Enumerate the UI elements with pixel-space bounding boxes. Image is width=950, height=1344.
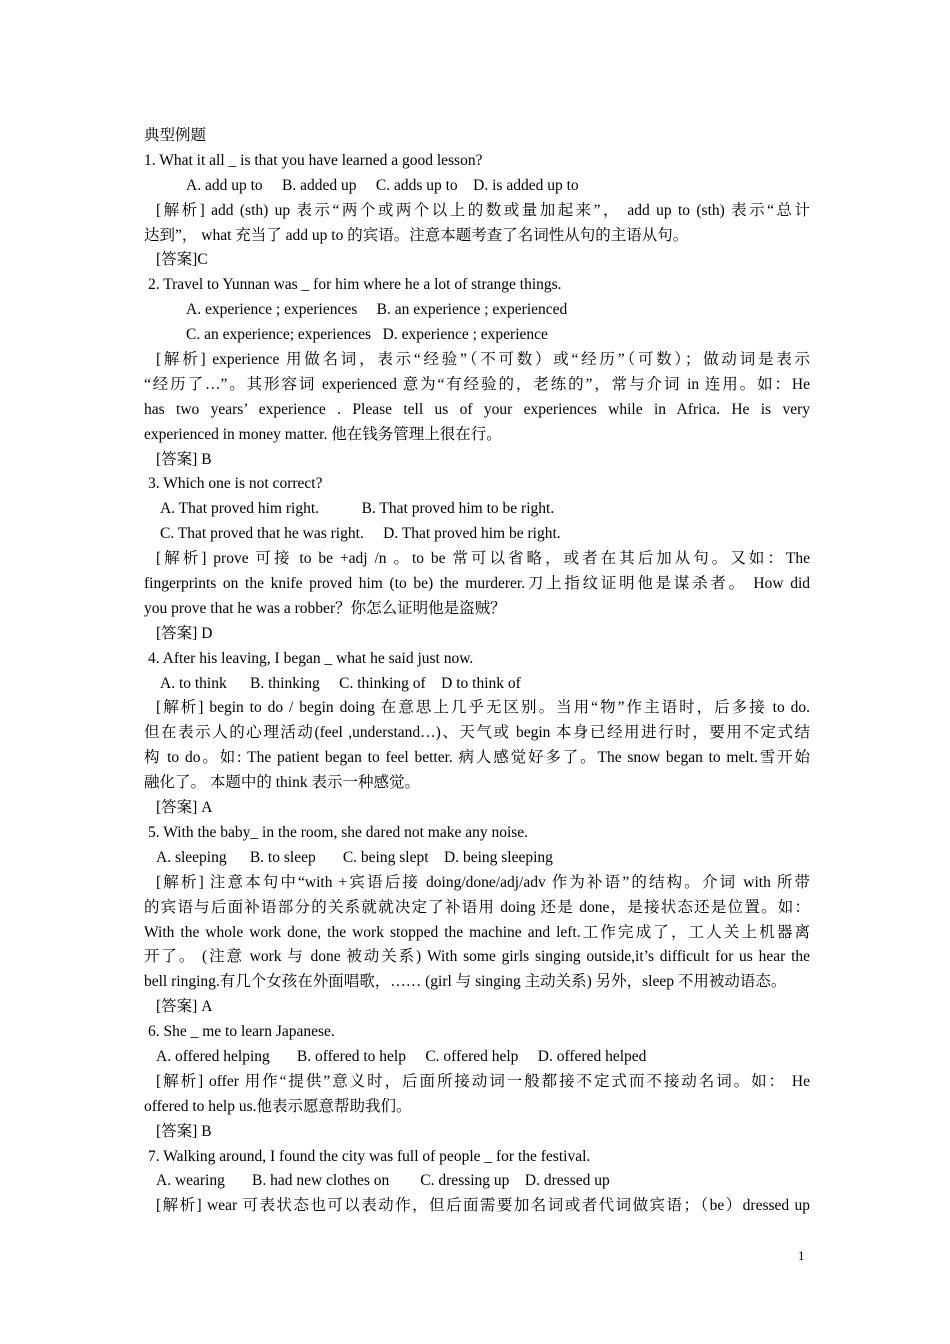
section-title: 典型例题 [144,127,207,144]
text-line: [答案]C [156,251,208,269]
text-line: A. offered helping B. offered to help C. offered help D. offered helped [156,1047,647,1065]
text-line: [解析] prove 可接 to be +adj /n 。to be 常可以省略，或者在其后加从句。又如：The [156,550,810,568]
text-line: experienced in money matter. 他在钱务管理上很在行。 [144,425,502,443]
document-body [144,149,810,1219]
text-line: 融化了。 本题中的 think 表示一种感觉。 [144,774,420,792]
text-line: A. wearing B. had new clothes on C. dressing up D. dressed up [156,1172,610,1190]
text-line: [答案] A [156,799,213,817]
text-line: [答案] D [156,624,213,642]
text-line: [解析] offer 用作“提供”意义时，后面所接动词一般都接不定式而不接动名词。如： He [156,1072,810,1090]
text-line: 1. What it all _ is that you have learned a good lesson? [144,151,483,169]
text-line: C. That proved that he was right. D. That proved him be right. [160,525,561,543]
text-line: A. sleeping B. to sleep C. being slept D. being sleeping [156,848,553,866]
text-line: 7. Walking around, I found the city was full of people _ for the festival. [148,1147,591,1165]
text-line: 4. After his leaving, I began _ what he said just now. [148,649,474,667]
text-line: A. experience ; experiences B. an experience ; experienced [186,301,568,319]
text-line: 达到”， what 充当了 add up to 的宾语。注意本题考查了名词性从句的主语从句。 [144,226,689,244]
page-number: 1 [798,1248,805,1263]
text-line: C. an experience; experiences D. experience ; experience [186,326,548,344]
text-line: [解析] 注意本句中“with +宾语后接 doing/done/adj/adv 作为补语”的结构。介词 with 所带 [156,873,810,891]
text-line: 2. Travel to Yunnan was _ for him where he a lot of strange things. [148,276,562,294]
text-line: offered to help us.他表示愿意帮助我们。 [144,1097,412,1115]
text-line: [解析] experience 用做名词，表示“经验”（不可数）或“经历”（可数）；做动词是表示 [156,351,810,369]
text-line: A. add up to B. added up C. adds up to D. is added up to [186,176,579,194]
document-page [144,124,810,1219]
text-line: 但在表示人的心理活动(feel ,understand…)、天气或 begin 本身已经用进行时，要用不定式结 [144,724,810,742]
text-line: [解析] begin to do / begin doing 在意思上几乎无区别。当用“物”作主语时，后多接 to do. [156,699,810,717]
text-line: 的宾语与后面补语部分的关系就就决定了补语用 doing 还是 done，是接状态还是位置。如： [144,898,810,916]
text-line: A. That proved him right. B. That proved him to be right. [160,500,555,518]
text-line: bell ringing.有几个女孩在外面唱歌，…… (girl 与 singing 主动关系) 另外，sleep 不用被动语态。 [144,973,787,991]
text-line: With the whole work done, the work stopped the machine and left.工作完成了，工人关上机器离 [144,923,810,941]
text-line: [解析] add (sth) up 表示“两个或两个以上的数或量加起来”， add up to (sth) 表示“总计 [156,201,810,219]
text-line: 开了。 (注意 work 与 done 被动关系) With some girls singing outside,it’s difficult for us hear the [144,948,810,966]
text-line: has two years’ experience . Please tell us of your experiences while in Africa. He is very [144,400,810,418]
text-line: 3. Which one is not correct? [148,475,323,493]
text-line: [答案] A [156,998,213,1016]
text-line: you prove that he was a robber？你怎么证明他是盗贼？ [144,599,506,617]
text-line: 5. With the baby_ in the room, she dared not make any noise. [148,823,529,841]
text-line: “经历了…”。其形容词 experienced 意为“有经验的，老练的”，常与介词 in 连用。如：He [144,375,810,393]
text-line: fingerprints on the knife proved him (to be) the murderer.刀上指纹证明他是谋杀者。 How did [144,575,810,593]
text-line: [答案] B [156,1122,212,1140]
text-line: A. to think B. thinking C. thinking of D to think of [160,674,521,692]
text-line: 6. She _ me to learn Japanese. [148,1023,335,1041]
text-line: [解析] wear 可表状态也可以表动作，但后面需要加名词或者代词做宾语；（be）dressed up [156,1197,810,1215]
text-line: [答案] B [156,450,212,468]
text-line: 构 to do。如: The patient began to feel better. 病人感觉好多了。The snow began to melt.雪开始 [144,749,810,767]
